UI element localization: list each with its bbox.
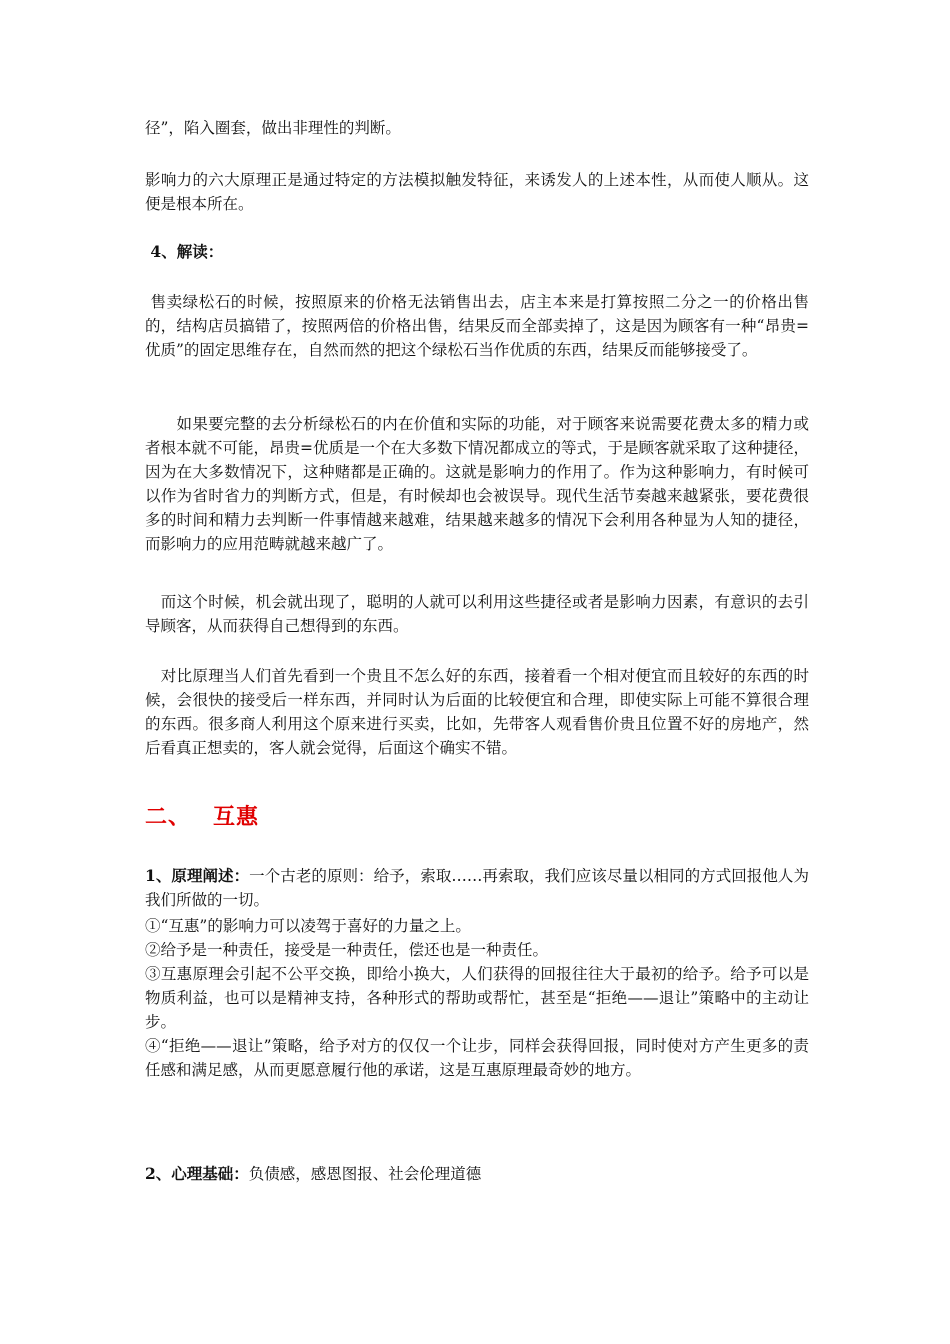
- paragraph-turquoise-story: 售卖绿松石的时候，按照原来的价格无法销售出去，店主本来是打算按照二分之一的价格出售的，结构店员搞错了，按照两倍的价格出售，结果反而全部卖掉了，这是因为顾客有一种“昂贵=优质”的固定思维存在，自然而然的把这个绿松石当作优质的东西，结果反而能够接受了。: [145, 293, 809, 359]
- principle-item-3: ③互惠原理会引起不公平交换，即给小换大，人们获得的回报往往大于最初的给予。给予可以是物质利益，也可以是精神支持，各种形式的帮助或帮忙，甚至是“拒绝——退让”策略中的主动让步。: [145, 965, 809, 1031]
- section-number: 二、: [145, 805, 192, 830]
- principle-intro: 一个古老的原则：给予，索取……再索取，我们应该尽量以相同的方式回报他人为我们所做的一切。: [145, 867, 809, 909]
- paragraph-six-principles: 影响力的六大原理正是通过特定的方法模拟触发特征，来诱发人的上述本性，从而使人顺从。这便是根本所在。: [145, 171, 809, 213]
- section-heading-reciprocity: [145, 800, 259, 831]
- basis-label: 2、心理基础：: [145, 1164, 249, 1183]
- psychological-basis: [145, 1162, 809, 1186]
- paragraph-turquoise-analysis: 如果要完整的去分析绿松石的内在价值和实际的功能，对于顾客来说需要花费太多的精力或者根本就不可能，昂贵=优质是一个在大多数下情况都成立的等式，于是顾客就采取了这种捷径，因为在大多数情况下，这种赌都是正确的。这就是影响力的作用了。作为这种影响力，有时候可以作为省时省力的判断方式，但是，有时候却也会被误导。现代生活节奏越来越紧张，要花费很多的时间和精力去判断一件事情越来越难，结果越来越多的情况下会利用各种显为人知的捷径，而影响力的应用范畴就越来越广了。: [145, 415, 810, 553]
- principle-item-4: ④“拒绝——退让”策略，给予对方的仅仅一个让步，同样会获得回报，同时使对方产生更多的责任感和满足感，从而更愿意履行他的承诺，这是互惠原理最奇妙的地方。: [145, 1037, 809, 1079]
- paragraph-continuation: 径”，陷入圈套，做出非理性的判断。: [145, 119, 401, 137]
- basis-text: 负债感，感恩图报、社会伦理道德: [248, 1165, 482, 1183]
- principle-item-2: ②给予是一种责任，接受是一种责任，偿还也是一种责任。: [145, 941, 549, 959]
- section-title: 互惠: [213, 805, 260, 830]
- paragraph-contrast-principle: 对比原理当人们首先看到一个贵且不怎么好的东西，接着看一个相对便宜而且较好的东西的时候，会很快的接受后一样东西，并同时认为后面的比较便宜和合理，即使实际上可能不算很合理的东西。很多商人利用这个原来进行买卖，比如，先带客人观看售价贵且位置不好的房地产，然后看真正想卖的，客人就会觉得，后面这个确实不错。: [145, 667, 810, 757]
- principle-item-1: ①“互惠”的影响力可以凌驾于喜好的力量之上。: [145, 917, 471, 935]
- principle-label: 1、原理阐述：: [145, 866, 250, 885]
- paragraph-opportunity: 而这个时候，机会就出现了，聪明的人就可以利用这些捷径或者是影响力因素，有意识的去引导顾客，从而获得自己想得到的东西。: [145, 593, 810, 635]
- interpretation-heading: 4、解读：: [145, 242, 224, 261]
- principle-statement: [145, 864, 809, 912]
